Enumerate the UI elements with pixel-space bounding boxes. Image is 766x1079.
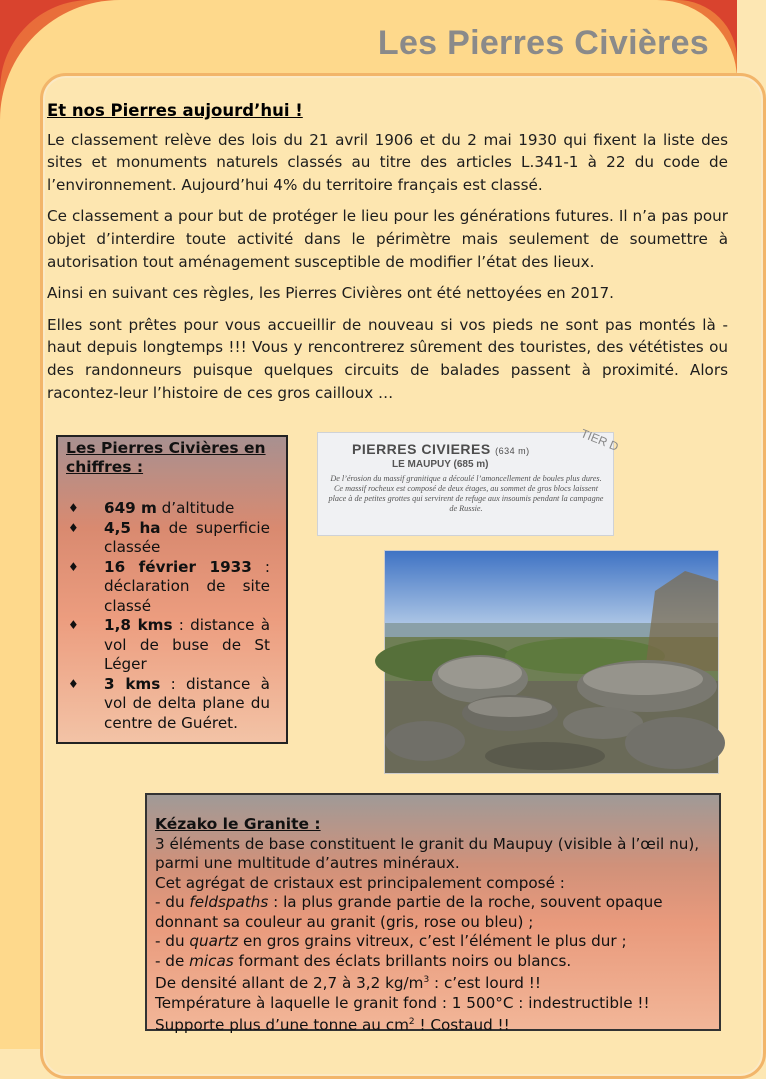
granite-lines bbox=[155, 835, 707, 1036]
main-text bbox=[47, 100, 728, 413]
mineral-name: feldspaths bbox=[189, 893, 269, 911]
stats-item bbox=[66, 558, 270, 617]
sign-text: De l’érosion du massif granitique a découlé l’amoncellement de boules plus dures. Ce massif rocheux est composé de deux étages, au sommet de gros blocs laissent place à de petites grottes qui servirent de refuge aux insoumis pendant la campagne de Russie. bbox=[328, 474, 604, 513]
stats-item-value: 16 février 1933 bbox=[104, 557, 252, 576]
diamond-bullet-icon: ♦ bbox=[68, 618, 79, 632]
sign-image bbox=[317, 426, 621, 536]
sign-title: PIERRES CIVIERES (634 m) bbox=[352, 441, 530, 457]
stats-item bbox=[66, 675, 270, 734]
paragraph-3: Ainsi en suivant ces règles, les Pierres Civières ont été nettoyées en 2017. bbox=[47, 284, 614, 303]
stats-item bbox=[66, 616, 270, 675]
granite-line: De densité allant de 2,7 à 3,2 $kg/m^3$ : c’est lourd !! bbox=[155, 974, 541, 993]
stats-item-text: d’altitude bbox=[156, 499, 235, 517]
mineral-name: quartz bbox=[189, 932, 239, 950]
diamond-bullet-icon: ♦ bbox=[68, 559, 79, 574]
stats-item-text: de superficie classée bbox=[104, 518, 270, 556]
stats-item-text: : distance à vol de buse de St Léger bbox=[104, 616, 270, 673]
stats-item-text: : déclaration de site classé bbox=[104, 557, 270, 615]
granite-line: - de micas formant des éclats brillants noirs ou blancs. bbox=[155, 951, 572, 970]
unit-exponent: 2 bbox=[408, 1017, 415, 1028]
paragraph-1: Le classement relève des lois du 21 avril 1906 et du 2 mai 1930 qui fixent la liste des sites et monuments naturels classés au titre des articles L.341-1 à 22 du code de l’environnement. Aujourd’hui 4% du territoire français est classé. bbox=[47, 130, 728, 194]
granite-line: - du quartz en gros grains vitreux, c’est l’élément le plus dur ; bbox=[155, 932, 627, 950]
paragraph-4: Elles sont prêtes pour vous accueillir de nouveau si vos pieds ne sont pas montés là -haut depuis longtemps !!! Vous y rencontrerez sûrement des touristes, des vététistes ou des randonneurs puisque quelques circuits de balades passent à proximité. Alors racontez-leur l’histoire de ces gros cailloux … bbox=[47, 315, 728, 402]
granite-line: 3 éléments de base constituent le granit du Maupuy (visible à l’œil nu), parmi une multitude d’autres minéraux. bbox=[155, 834, 700, 872]
paragraph-2: Ce classement a pour but de protéger le lieu pour les générations futures. Il n’a pas pour objet d’interdire toute activité dans le périmètre mais seulement de soumettre à autorisation tout aménagement susceptible de modifier l’état des lieux. bbox=[47, 207, 728, 271]
stats-item-value: 1,8 kms bbox=[104, 616, 173, 634]
stats-list bbox=[66, 499, 270, 733]
stats-item-value: 3 kms bbox=[104, 674, 161, 693]
sign-corner-text: TIER D bbox=[578, 426, 621, 454]
granite-box bbox=[145, 793, 721, 1035]
mineral-name: micas bbox=[189, 951, 234, 970]
stats-box bbox=[56, 435, 288, 744]
diamond-bullet-icon: ♦ bbox=[68, 520, 79, 535]
unit-exponent: 3 bbox=[423, 975, 430, 985]
section-heading: Et nos Pierres aujourd’hui ! bbox=[47, 101, 303, 120]
page-title: Les Pierres Civières bbox=[377, 24, 709, 62]
granite-line: - du feldspaths : la plus grande partie de la roche, souvent opaque donnant sa couleur au granit (gris, rose ou bleu) ; bbox=[155, 893, 663, 931]
granite-line: Cet agrégat de cristaux est principalement composé : bbox=[155, 873, 565, 892]
landscape-photo bbox=[384, 550, 719, 774]
stats-item bbox=[66, 519, 270, 558]
sign-subtitle: LE MAUPUY (685 m) bbox=[392, 459, 489, 470]
stats-item bbox=[66, 499, 270, 519]
stats-title: Les Pierres Civières en chiffres : bbox=[66, 439, 266, 476]
diamond-bullet-icon: ♦ bbox=[68, 501, 79, 515]
diamond-bullet-icon: ♦ bbox=[68, 676, 79, 691]
stats-item-text: : distance à vol de delta plane du centre de Guéret. bbox=[104, 674, 270, 732]
stats-item-value: 649 m bbox=[104, 499, 157, 517]
stats-item-value: 4,5 ha bbox=[104, 518, 161, 537]
granite-title: Kézako le Granite : bbox=[155, 815, 321, 833]
granite-line: Supporte plus d’une tonne au $cm^2$ ! Costaud !! bbox=[155, 1016, 510, 1035]
granite-line: Température à laquelle le granit fond : 1 500°C : indestructible !! bbox=[155, 993, 650, 1012]
rocks-landscape-illustration bbox=[385, 551, 718, 773]
